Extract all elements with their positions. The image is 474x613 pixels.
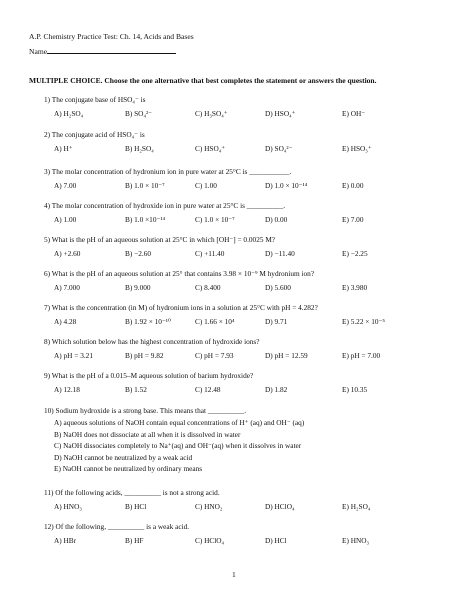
- question-text: 2) The conjugate acid of HSO₄⁻ is: [44, 130, 145, 139]
- option-d: D) 0.00: [265, 215, 288, 224]
- question-text: 1) The conjugate base of HSO₄⁻ is: [44, 95, 146, 104]
- option-a: A) aqueous solutions of NaOH contain equal concentrations of H⁺ (aq) and OH⁻ (aq): [54, 418, 305, 427]
- option-d: D) 1.0 × 10⁻¹⁴: [265, 181, 308, 190]
- option-d: D) HClO₄: [265, 502, 295, 511]
- option-a: A) 1.00: [54, 215, 77, 224]
- option-a: A) +2.60: [54, 249, 81, 258]
- option-c: C) NaOH dissociates completely to Na⁺(aq) and OH⁻(aq) when it dissolves in water: [54, 441, 302, 450]
- answer-options: [44, 282, 464, 293]
- option-c: C) +11.40: [195, 249, 225, 258]
- option-d: D) SO₄²⁻: [265, 144, 293, 153]
- option-c: C) 12.48: [195, 385, 221, 394]
- option-d: D) 9.71: [265, 317, 288, 326]
- option-d: D) pH = 12.59: [265, 351, 308, 360]
- option-b: B) NaOH does not dissociate at all when it is dissolved in water: [54, 429, 241, 439]
- option-a: A) 7.000: [54, 283, 80, 292]
- option-a: A) HBr: [54, 536, 77, 545]
- option-e: E) H₂SO₄: [342, 502, 371, 511]
- question-12: [44, 521, 464, 546]
- option-e: E) HSO₃⁺: [342, 144, 372, 153]
- question-text: 8) Which solution below has the highest concentration of hydroxide ions?: [44, 337, 260, 346]
- option-c: C) 1.66 × 10⁴: [195, 317, 235, 326]
- option-e: E) 3.980: [342, 283, 368, 292]
- option-c: C) 1.0 × 10⁻⁷: [195, 215, 235, 224]
- question-10: [44, 405, 464, 475]
- option-a: A) 7.00: [54, 181, 77, 190]
- option-b: B) pH = 9.82: [125, 351, 164, 360]
- option-d: D) HSO₄⁺: [265, 109, 296, 118]
- option-c: C) HClO₄: [195, 536, 225, 545]
- option-e: E) HNO₃: [342, 536, 370, 545]
- option-d: D) 5.600: [265, 283, 291, 292]
- option-b: B) SO₄²⁻: [125, 109, 153, 118]
- name-label: Name: [29, 47, 48, 56]
- option-d: D) NaOH cannot be neutralized by a weak acid: [54, 452, 193, 462]
- option-b: B) 1.92 × 10⁻¹⁰: [125, 317, 171, 326]
- question-1: [44, 94, 464, 119]
- question-6: [44, 268, 464, 293]
- option-b: B) HCl: [125, 502, 147, 511]
- answer-options: [44, 384, 464, 395]
- question-4: [44, 200, 464, 225]
- option-e: E) OH⁻: [342, 109, 366, 118]
- option-c: C) 8.400: [195, 283, 221, 292]
- document-title: A.P. Chemistry Practice Test: Ch. 14, Acids and Bases: [29, 32, 194, 41]
- option-e: E) NaOH cannot be neutralized by ordinary means: [54, 464, 203, 473]
- option-a: A) pH = 3.21: [54, 351, 93, 360]
- answer-options: [44, 143, 464, 154]
- option-a: A) H⁺: [54, 144, 73, 153]
- answer-options: [44, 108, 464, 119]
- name-field: [29, 47, 176, 56]
- option-e: E) −2.25: [342, 249, 368, 258]
- answer-options: [44, 180, 464, 191]
- option-b: B) 1.52: [125, 385, 147, 394]
- option-e: E) 10.35: [342, 385, 368, 394]
- question-text: 3) The molar concentration of hydronium ion in pure water at 25°C is ___________.: [44, 167, 292, 176]
- option-b: B) −2.60: [125, 249, 152, 258]
- option-d: D) −11.40: [265, 249, 295, 258]
- option-d: D) 1.82: [265, 385, 288, 394]
- answer-options: [44, 248, 464, 259]
- option-a: A) H₂SO₄: [54, 109, 84, 118]
- question-3: [44, 166, 464, 191]
- question-9: [44, 370, 464, 395]
- option-e: E) 0.00: [342, 181, 364, 190]
- answer-options: [44, 316, 464, 327]
- question-text: 10) Sodium hydroxide is a strong base. This means that __________.: [44, 406, 247, 415]
- question-text: 5) What is the pH of an aqueous solution at 25°C in which [OH⁻] = 0.0025 M?: [44, 235, 276, 244]
- answer-options: [44, 501, 464, 512]
- answer-options: [44, 350, 464, 361]
- name-blank-line: [47, 47, 176, 54]
- question-text: 11) Of the following acids, __________ is not a strong acid.: [44, 488, 220, 497]
- option-e: E) pH = 7.00: [342, 351, 381, 360]
- option-c: C) HSO₄⁺: [195, 144, 226, 153]
- question-text: 7) What is the concentration (in M) of hydronium ions in a solution at 25°C with pH = 4.282?: [44, 303, 318, 312]
- option-c: C) HNO₂: [195, 502, 223, 511]
- question-text: 4) The molar concentration of hydroxide ion in pure water at 25°C is __________.: [44, 201, 286, 210]
- option-e: E) 5.22 × 10⁻⁵: [342, 317, 385, 326]
- question-text: 9) What is the pH of a 0.015–M aqueous solution of barium hydroxide?: [44, 371, 254, 380]
- answer-options: [54, 417, 464, 475]
- option-d: D) HCl: [265, 536, 287, 545]
- option-c: C) 1.00: [195, 181, 217, 190]
- option-a: A) 12.18: [54, 385, 80, 394]
- option-a: A) HNO₃: [54, 502, 82, 511]
- page-number: 1: [232, 570, 236, 579]
- question-5: [44, 234, 464, 259]
- option-b: B) 9.000: [125, 283, 151, 292]
- option-e: E) 7.00: [342, 215, 364, 224]
- answer-options: [44, 535, 464, 546]
- question-text: 6) What is the pH of an aqueous solution at 25° that contains 3.98 × 10⁻⁹ M hydronium ion?: [44, 269, 315, 278]
- option-b: B) 1.0 ×10⁻¹⁴: [125, 215, 166, 224]
- question-2: [44, 129, 464, 154]
- question-11: [44, 487, 464, 512]
- option-a: A) 4.28: [54, 317, 77, 326]
- question-8: [44, 336, 464, 361]
- question-7: [44, 302, 464, 327]
- option-b: B) HF: [125, 536, 144, 545]
- question-text: 12) Of the following, __________ is a weak acid.: [44, 522, 190, 531]
- option-b: B) 1.0 × 10⁻⁷: [125, 181, 165, 190]
- option-c: C) pH = 7.93: [195, 351, 234, 360]
- option-b: B) H₂SO₄: [125, 144, 154, 153]
- instructions: MULTIPLE CHOICE. Choose the one alternative that best completes the statement or answers the question.: [29, 76, 377, 85]
- option-c: C) H₃SO₄⁺: [195, 109, 228, 118]
- answer-options: [44, 214, 464, 225]
